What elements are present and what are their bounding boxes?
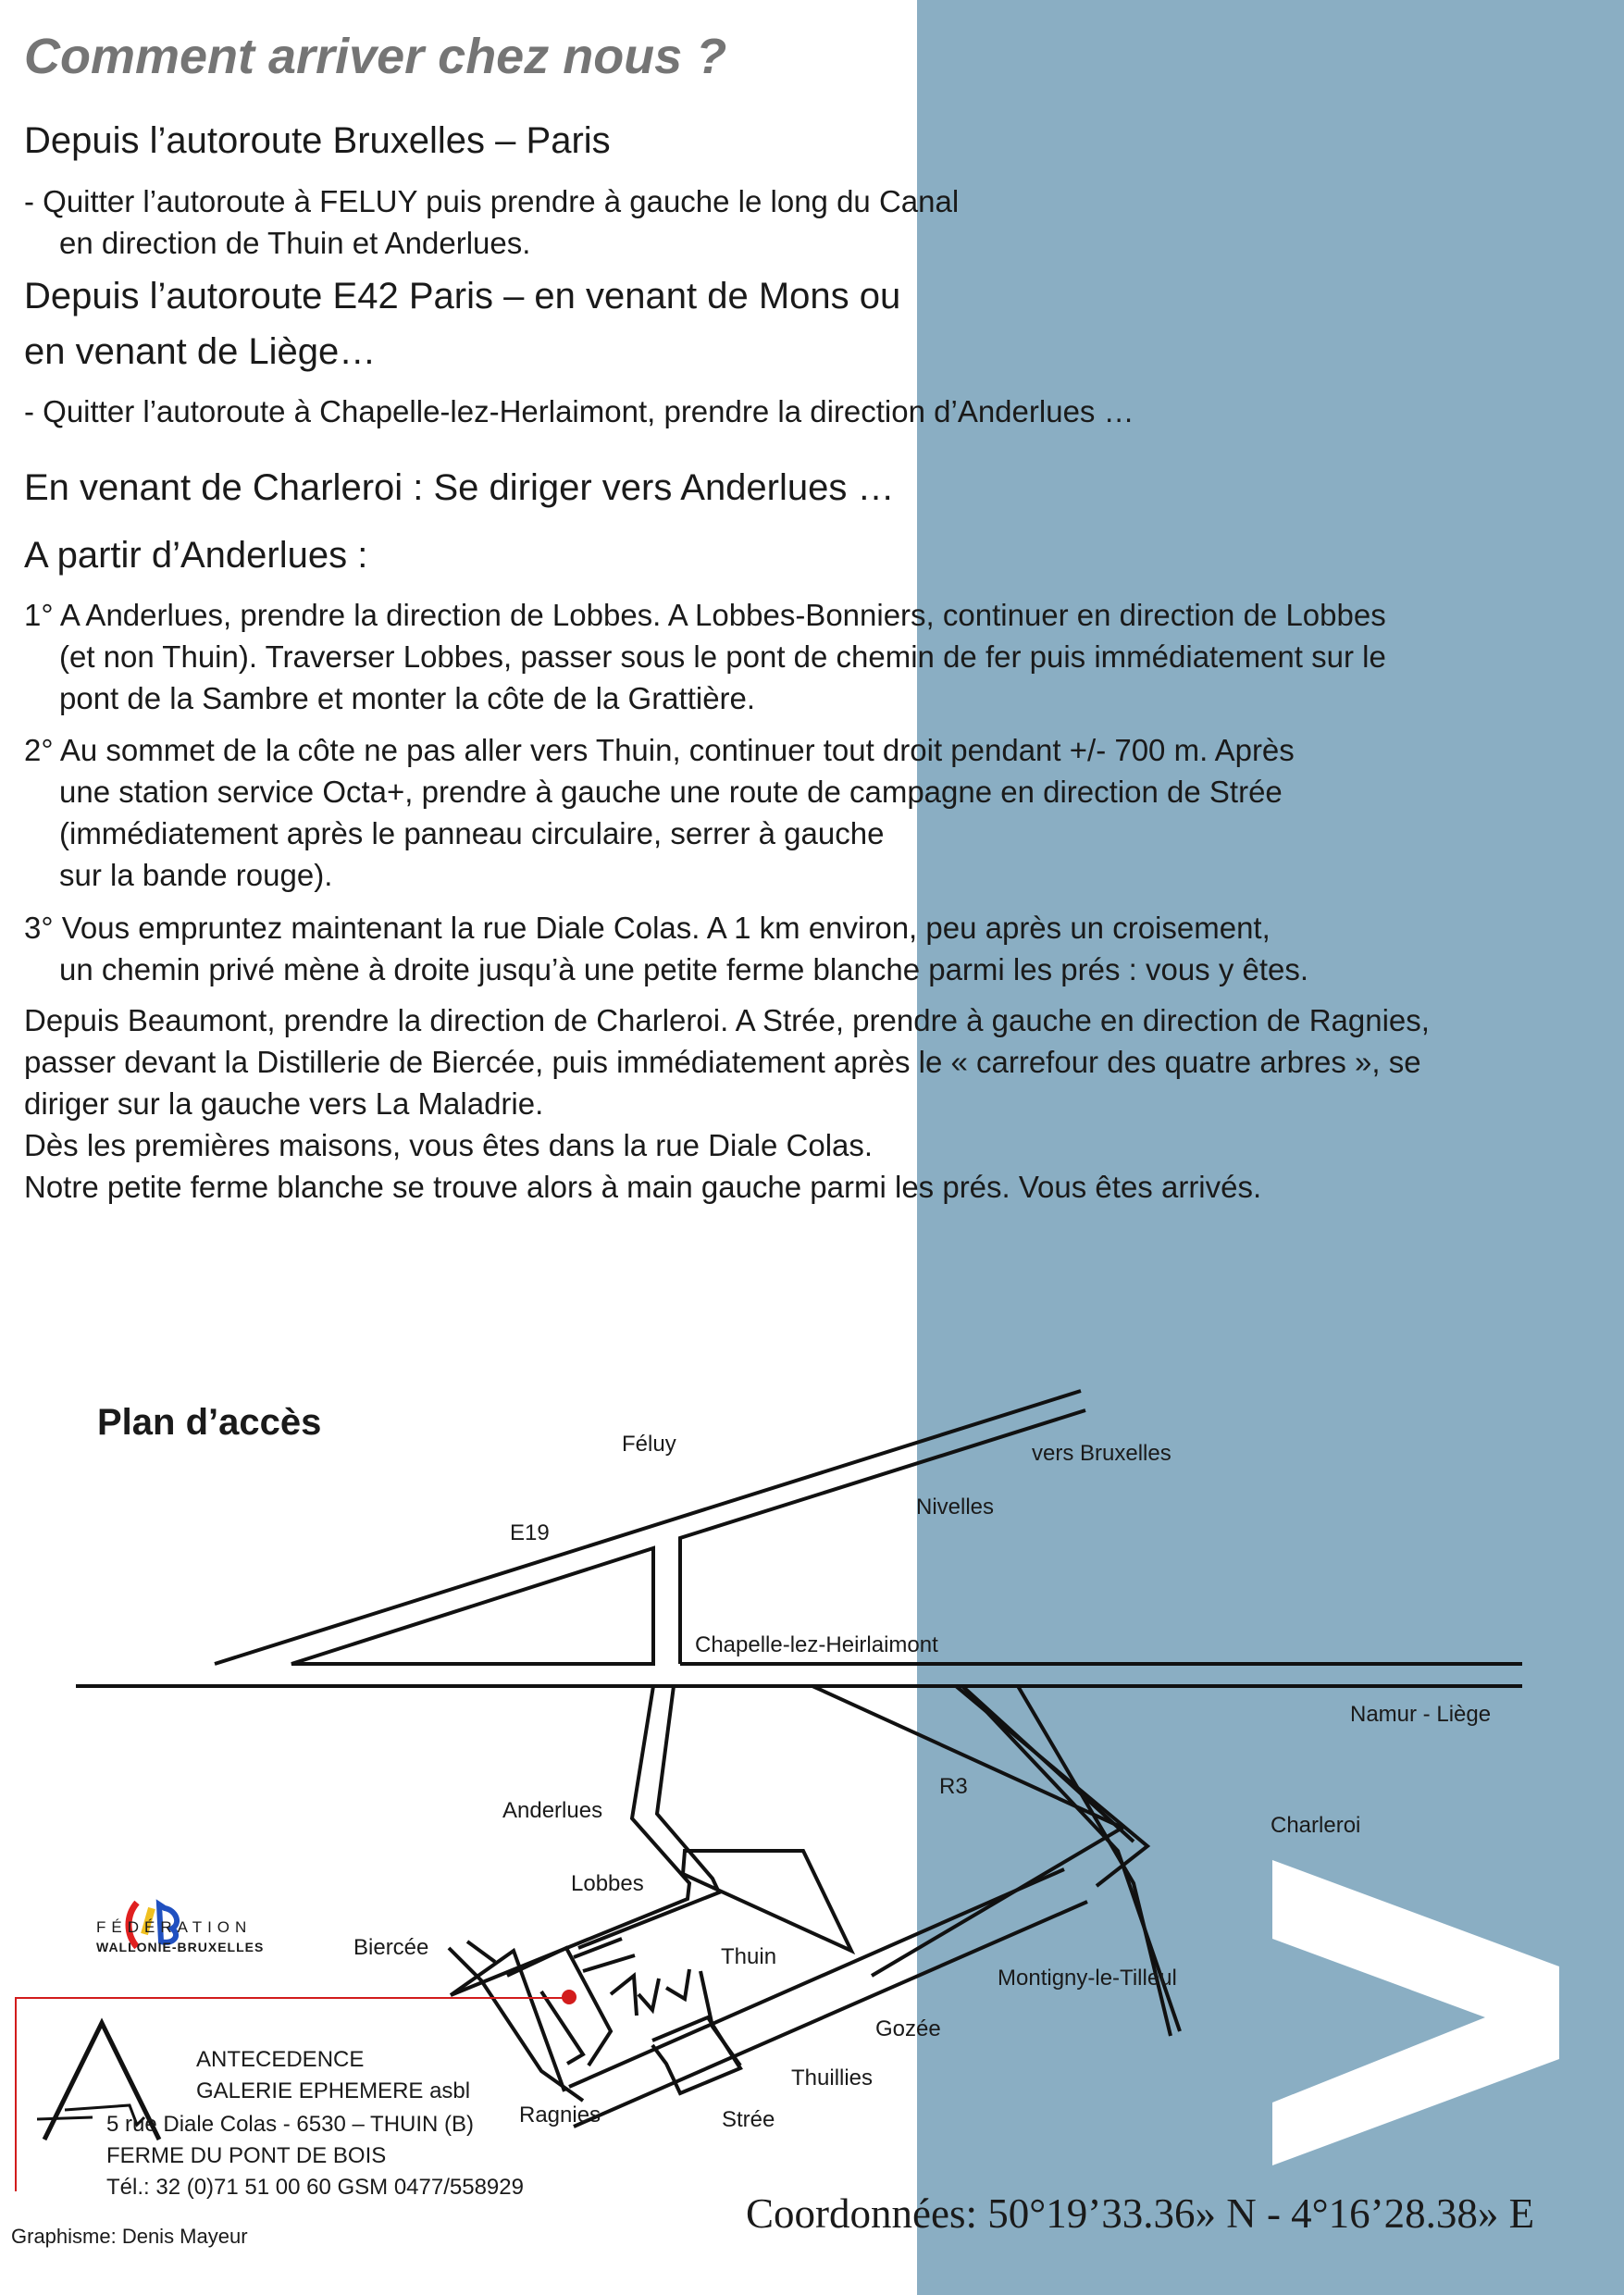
label-e19: E19 bbox=[510, 1520, 550, 1545]
road-r3 bbox=[812, 1686, 1122, 1976]
label-namur-liege: Namur - Liège bbox=[1350, 1702, 1492, 1727]
heading-charleroi: En venant de Charleroi : Se diriger vers Anderlues … bbox=[24, 467, 895, 508]
address-line-1: ANTECEDENCE bbox=[196, 2047, 365, 2072]
gps-coordinates: Coordonnées: 50°19’33.36» N - 4°16’28.38» E bbox=[746, 2190, 1535, 2237]
road-local bbox=[541, 1991, 583, 2064]
text-line: Depuis Beaumont, prendre la direction de Charleroi. A Strée, prendre à gauche en direction de Ragnies, bbox=[24, 1003, 1430, 1037]
road-local bbox=[583, 1955, 635, 1971]
road-stree bbox=[574, 1902, 1087, 2127]
paragraph-brussels-paris bbox=[24, 180, 959, 264]
text-line: une station service Octa+, prendre à gauche une route de campagne en direction de Strée bbox=[59, 775, 1283, 809]
label-gozee: Gozée bbox=[875, 2016, 941, 2041]
road-local bbox=[611, 1976, 637, 2016]
road-gozee bbox=[569, 1869, 1064, 2087]
address-line-2: GALERIE EPHEMERE asbl bbox=[196, 2078, 471, 2103]
text-line: 2° Au sommet de la côte ne pas aller vers Thuin, continuer tout droit pendant +/- 700 m. Après bbox=[24, 733, 1295, 767]
label-r3: R3 bbox=[939, 1774, 968, 1799]
heading-brussels-paris: Depuis l’autoroute Bruxelles – Paris bbox=[24, 120, 611, 161]
label-thuillies: Thuillies bbox=[791, 2066, 874, 2090]
text-line: Dès les premières maisons, vous êtes dans la rue Diale Colas. bbox=[24, 1128, 874, 1162]
road-local bbox=[652, 2017, 740, 2093]
label-feluy: Féluy bbox=[622, 1432, 676, 1457]
federation-name-line2: WALLONIE-BRUXELLES bbox=[96, 1940, 265, 1954]
text-line: 3° Vous empruntez maintenant la rue Diale Colas. A 1 km environ, peu après un croisement, bbox=[24, 911, 1271, 945]
label-nivelles: Nivelles bbox=[916, 1495, 995, 1520]
label-anderlues: Anderlues bbox=[502, 1798, 603, 1823]
text-line: - Quitter l’autoroute à FELUY puis prendre à gauche le long du Canal bbox=[24, 184, 960, 218]
text-line: en direction de Thuin et Anderlues. bbox=[59, 226, 531, 260]
step-3 bbox=[24, 907, 1308, 990]
label-montigny: Montigny-le-Tilleul bbox=[998, 1966, 1177, 1991]
step-2 bbox=[24, 729, 1295, 896]
heading-e42-line2: en venant de Liège… bbox=[24, 331, 377, 372]
label-biercee: Biercée bbox=[353, 1935, 429, 1960]
design-credit: Graphisme: Denis Mayeur bbox=[11, 2225, 248, 2248]
map-title: Plan d’accès bbox=[97, 1402, 322, 1443]
text-line: - Quitter l’autoroute à Chapelle-lez-Herlaimont, prendre la direction d’Anderlues … bbox=[24, 394, 1134, 428]
heading-e42-line1: Depuis l’autoroute E42 Paris – en venant de Mons ou bbox=[24, 276, 901, 316]
chevron-right-icon bbox=[1272, 1860, 1559, 2165]
road-lobbes bbox=[467, 1941, 495, 1962]
text-line: (immédiatement après le panneau circulaire, serrer à gauche bbox=[59, 816, 885, 850]
label-stree: Strée bbox=[722, 2107, 775, 2132]
label-chapelle: Chapelle-lez-Heirlaimont bbox=[695, 1632, 938, 1657]
paragraph-e42 bbox=[24, 391, 1134, 432]
step-1 bbox=[24, 594, 1386, 719]
road-e19 bbox=[680, 1410, 1085, 1664]
label-charleroi: Charleroi bbox=[1271, 1813, 1361, 1838]
text-line: diriger sur la gauche vers La Maladrie. bbox=[24, 1086, 544, 1121]
address-line-3: 5 rue Diale Colas - 6530 – THUIN (B) bbox=[106, 2112, 475, 2137]
text-line: sur la bande rouge). bbox=[59, 858, 333, 892]
label-lobbes: Lobbes bbox=[571, 1871, 644, 1896]
label-thuin: Thuin bbox=[721, 1944, 777, 1969]
label-vers-bruxelles: vers Bruxelles bbox=[1032, 1441, 1172, 1466]
text-line: passer devant la Distillerie de Biercée, puis immédiatement après le « carrefour des quatre arbres », se bbox=[24, 1045, 1421, 1079]
text-line: Notre petite ferme blanche se trouve alors à main gauche parmi les prés. Vous êtes arrivés. bbox=[24, 1170, 1262, 1204]
federation-name-line1: FÉDÉRATION bbox=[96, 1918, 253, 1936]
text-line: (et non Thuin). Traverser Lobbes, passer sous le pont de chemin de fer puis immédiatement sur le bbox=[59, 639, 1386, 674]
paragraph-beaumont bbox=[24, 999, 1430, 1208]
label-ragnies: Ragnies bbox=[519, 2103, 601, 2128]
road-local bbox=[666, 1969, 689, 1999]
text-line: 1° A Anderlues, prendre la direction de Lobbes. A Lobbes-Bonniers, continuer en direction de Lobbes bbox=[24, 598, 1386, 632]
road-anderlues bbox=[451, 1686, 689, 1995]
red-frame-top bbox=[15, 1997, 570, 1999]
text-line: pont de la Sambre et monter la côte de la Grattière. bbox=[59, 681, 756, 715]
address-line-5: Tél.: 32 (0)71 51 00 60 GSM 0477/558929 bbox=[106, 2175, 524, 2200]
road-e19 bbox=[291, 1548, 653, 1664]
page-title: Comment arriver chez nous ? bbox=[24, 29, 727, 84]
address-line-4: FERME DU PONT DE BOIS bbox=[106, 2143, 387, 2168]
red-frame-left bbox=[15, 1997, 17, 2191]
heading-anderlues: A partir d’Anderlues : bbox=[24, 535, 368, 576]
road-local bbox=[638, 1979, 659, 2010]
road-charleroi bbox=[962, 1686, 1134, 1842]
road-thuin bbox=[683, 1851, 851, 1951]
text-line: un chemin privé mène à droite jusqu’à une petite ferme blanche parmi les prés : vous y êtes. bbox=[59, 952, 1309, 986]
